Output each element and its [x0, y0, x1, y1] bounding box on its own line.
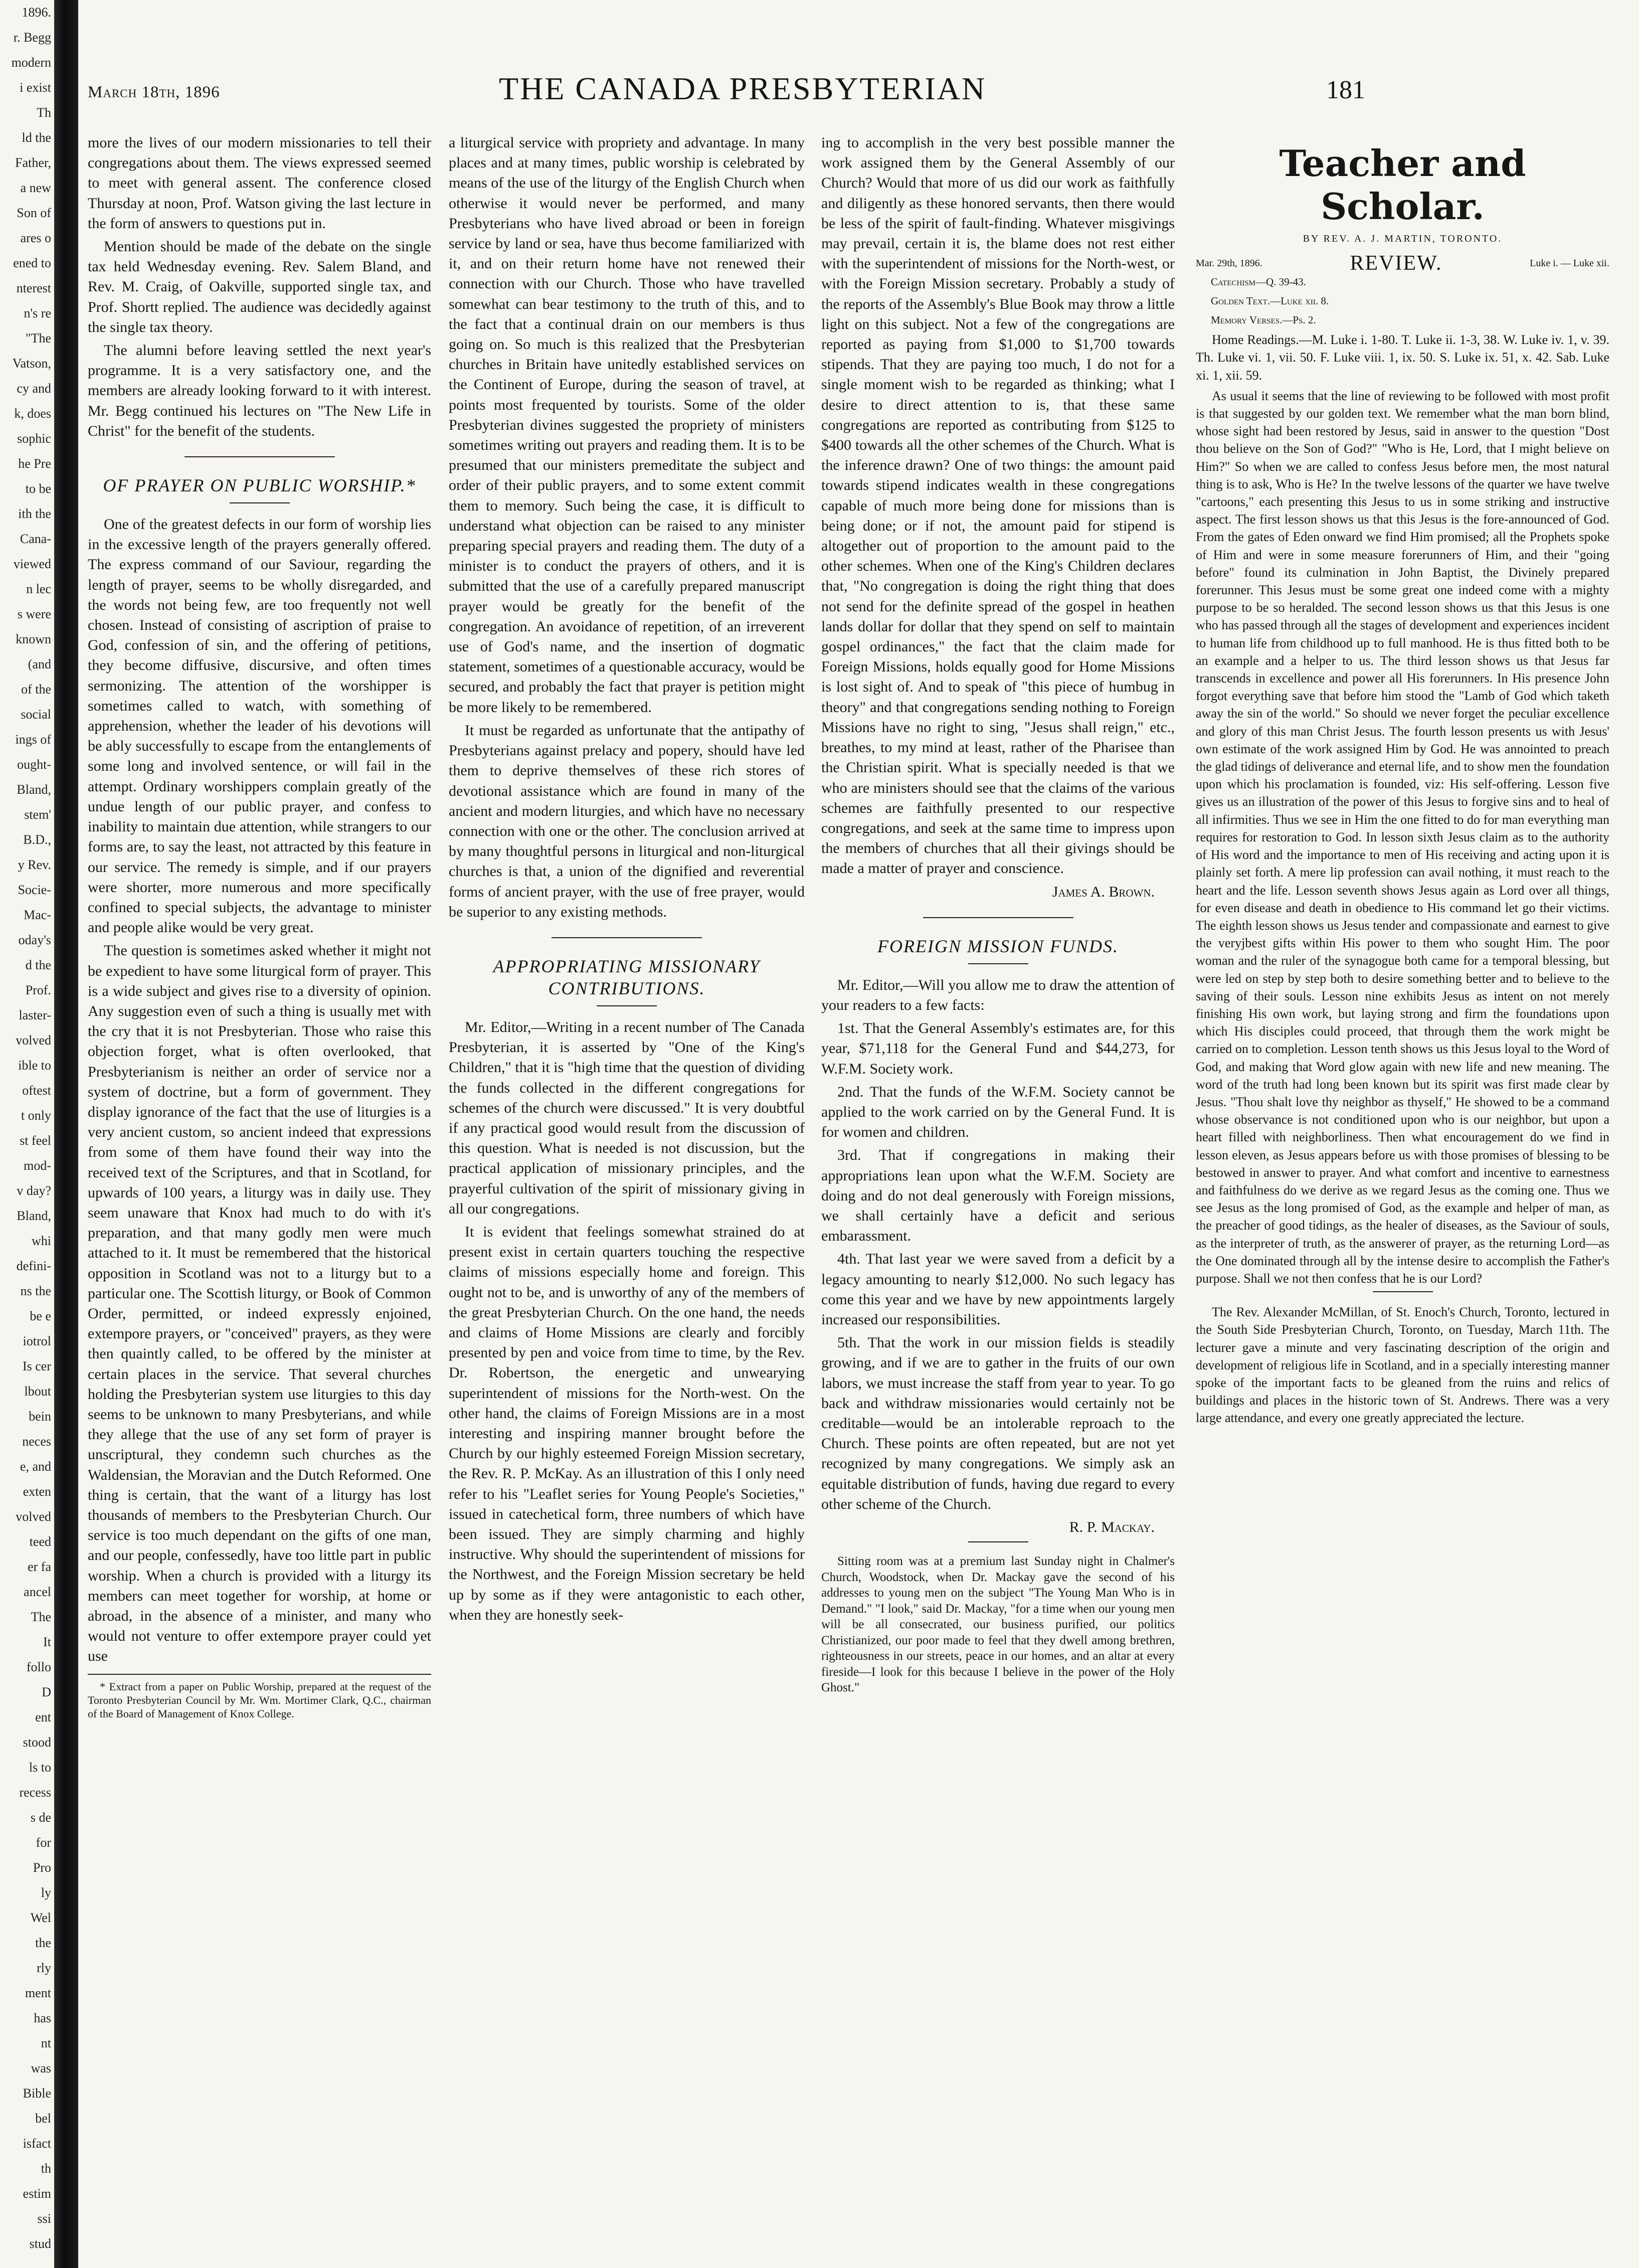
gutter-fragment: th [41, 2161, 51, 2176]
paragraph: Mr. Editor,—Writing in a recent number of The Canada Presbyterian, it is asserted by "One of the King's Children," that it is "high time that the question of dividing the funds collected in the different congregations for schemes of the church were discussed." It is very doubtful if any practical good would result from the discussion of this question. What is needed is not discussion, but the practical application of missionary principles, and the prayerful cultivation of the spirit of missionary giving in all our congregations. [449, 1018, 805, 1217]
gutter-fragment: sophic [17, 431, 51, 446]
gutter-fragment: nterest [16, 281, 51, 295]
gutter-fragment: k, does [14, 406, 51, 421]
gutter-fragment: whi [32, 1234, 51, 1248]
gutter-fragment: D [42, 1685, 51, 1699]
gutter-fragment: ith the [18, 506, 51, 521]
gutter-fragment: laster- [19, 1008, 51, 1022]
gutter-fragment: ld the [22, 130, 51, 145]
gutter-fragment: volved [16, 1033, 51, 1048]
gutter-fragment: ible to [18, 1058, 51, 1073]
gutter-fragment: neces [22, 1434, 51, 1449]
article-heading: APPROPRIATING MISSIONARY CONTRIBUTIONS. [493, 956, 761, 998]
gutter-fragment: n's re [24, 306, 51, 320]
lesson-references: Luke i. — Luke xii. [1530, 258, 1609, 269]
paragraph: Mention should be made of the debate on the single tax held Wednesday evening. Rev. Salem Bland, and Rev. M. Craig, of Oakville, supported single tax, and Prof. Shortt replied. The audience was decidedly against the single tax theory. [88, 238, 431, 335]
gutter-fragment: rly [37, 1961, 51, 1975]
gutter-fragment: a new [20, 181, 51, 195]
fact-item: 4th. That last year we were saved from a deficit by a legacy amounting to nearly $12,000. No such legacy has come this year and we have by new appointments largely increased our responsibilities. [821, 1251, 1175, 1328]
gutter-fragment: ly [41, 1885, 51, 1900]
gutter-fragment: recess [19, 1785, 51, 1800]
gutter-fragment: s were [17, 607, 51, 621]
gutter-fragment: It [43, 1635, 51, 1649]
gutter-fragment: to be [25, 481, 51, 496]
gutter-fragment: y Rev. [18, 857, 51, 872]
gutter-fragment: bein [29, 1409, 51, 1424]
gutter-fragment: viewed [13, 557, 51, 571]
paragraph: It is evident that feelings somewhat strained do at present exist in certain quarters touching the respective claims of missions especially home and foreign. This ought not to be, and is unworthy of any of the members of the great Presbyterian Church. On the one hand, the needs and claims of Home Missions are clearly and forcibly presented by pen and voice from time to time, by the Rev. Dr. Robertson, the energetic and unwearying superintendent of missions for the North-west. On the other hand, the claims of Foreign Missions are in a most interesting and inspiring manner brought before the Church by our highly esteemed Foreign Mission secretary, the Rev. R. P. McKay. As an illustration of this I only need refer to his "Leaflet series for Young People's Societies," issued in catechetical form, three numbers of which have been issued. They are simply charming and highly instructive. Why should the superintendent of missions for the Northwest, and the Foreign Mission secretary be held up by some as if they were antagonistic to each other, when they are honestly seek- [449, 1223, 805, 1623]
signature: R. P. Mackay. [1069, 1519, 1155, 1535]
paragraph: The question is sometimes asked whether it might not be expedient to have some liturgical form of prayer. This is a wide subject and gives rise to a diversity of opinion. Any suggestion even of such a thing is usually met with the cry that it is not Presbyterian. Those who raise this objection forget, what is often overlooked, that Presbyterianism is neither an order of service nor a system of doctrine, but a form of government. They display ignorance of the fact that the use of liturgies is a very ancient custom, so ancient indeed that expressions from some of them have found their way into the received text of the Scriptures, and that in Scotland, for upwards of 100 years, a liturgy was in daily use. They seem unaware that Knox had much to do with it's preparation, and that many godly men were much attached to it. It must be remembered that the historical opposition in Scotland was not to a liturgy but to a particular one. The Scottish liturgy, or Book of Common Order, permitted, or indeed expressly enjoined, extempore prayers, or "conceived" prayers, as they were then quaintly called, to be offered by the minister at certain places in the service. That several churches holding the Presbyterian system use liturgies to this day seems to be unknown to many Presbyterians, and while they allege that the use of any set form of prayer is unscriptural, they condemn such churches as the Waldensian, the Moravian and the Dutch Reformed. One thing is certain, that the want of a liturgy has lost thousands of members to the Presbyterian Church. Our service is too much dependant on the gifts of one man, and our people, confessedly, have too little part in public worship. When a church is provided with a liturgy its members can meet together for worship, at home or abroad, in the absence of a minister, and many who would not venture to offer extempore prayer could yet use [88, 942, 431, 1665]
gutter-fragment: Prof. [25, 983, 51, 997]
gutter-fragment: v day? [17, 1183, 51, 1198]
gutter-fragment: Bible [23, 2086, 51, 2101]
gutter-fragment: estim [23, 2186, 51, 2201]
gutter-fragment: social [21, 707, 51, 722]
section-divider [968, 1541, 1028, 1542]
gutter-fragment: defini- [16, 1259, 51, 1273]
paragraph: Mr. Editor,—Will you allow me to draw the attention of your readers to a few facts: [821, 976, 1175, 1013]
article-heading: OF PRAYER ON PUBLIC WORSHIP.* [103, 475, 416, 496]
gutter-fragment: Is cer [22, 1359, 51, 1373]
paragraph: As usual it seems that the line of reviewing to be followed with most profit is that suggested by our golden text. We remember what the man born blind, whose sight had been restored by Jesus, said in answer to the question "Dost thou believe on the Son of God?" "Who is He, Lord, that I might believe on Him?" So when we are called to confess Jesus before men, the most natural thing is to ask, Who is He? In the twelve lessons of the quarter we have twelve "cartoons," each presenting this Jesus to us in some striking and instructive aspect. The first lesson shows us that this Jesus is the fore-announced of God. From the gates of Eden onward we find Him promised; all the Prophets spoke of Him and were in some measure forerunners of Him, and their "going before" found its culmination in John Baptist, the Divinely prepared forerunner. This Jesus must be some great one indeed come with a mighty purpose to be so heralded. The second lesson shows us that this Jesus is one who has passed through all the stages of development and experiences incident to human life from childhood up to full manhood. He is thus fitted both to be an example and a helper to us. The third lesson shows us that Jesus far transcends in excellence and power all His forerunners. In His presence John forgot everything save that before him stood the "Lamb of God which taketh away the sin of the world." So should we never forget the peculiar excellence and glory of this man Christ Jesus. The fourth lesson presents us with Jesus' own estimate of the work assigned Him by God. He was annointed to preach the glad tidings of deliverance and eternal life, and to show men the foundation upon which his proclamation is founded, viz: His self-offering. Lesson five gives us an illustration of the power of this Jesus to forgive sins and to heal of all infirmities. Thus we see in Him the one fitted to do for man everything man requires for restoration to God. In lesson sixth Jesus claim as to the authority of His word and the importance to men of His receiving and acting upon it is plainly set forth. A mere lip profession can avail nothing, it must reach to the heart and the life. Lesson seventh shows Jesus again as Lord over all things, for even disease and death in obedience to His command let go their victims. The eighth lesson shows us Jesus tender and compassionate and earnest to give the veryjbest gifts within His power to them who sought Him. The poor woman and the ruler of the synagogue both came for a temporal blessing, but were led on step by step both to desire something better and to believe to the saving of their souls. Lesson nine exhibits Jesus as intent on not merely finishing His own work, but laying strong and firm the foundations upon which His disciples could proceed, that through them the work might be carried on to completion. Lesson tenth shows us this Jesus loyal to the Word of God, and making that Word glow again with new life and new meaning. The word of the truth had long been known but its spirit was first made clear by Jesus. "Thou shalt love thy neighbor as thyself," He showed to be a command whose observance is not conditioned upon who is our neighbor, but upon a heart filled with neighborliness. Then what encouragement do we find in lesson eleven, as Jesus appears before us with those promises of blessing to be bestowed in answer to prayer. And what comfort and incentive to earnestness and faithfulness do we derive as we regard Jesus as the coming one. Thus we see Jesus as the long promised of God, as the example and helper of man, as the preacher of good tidings, as the healer of diseases, as the Saviour of souls, as the interpreter of truth, as the answerer of prayer, as the returning Lord—as the One dominated through all by the intense desire to accomplish the Father's purpose. Shall we not then confess that he is our Lord? [1196, 388, 1609, 1286]
page-header [88, 65, 1612, 120]
section-divider [1373, 1291, 1433, 1292]
gutter-fragment: was [31, 2061, 51, 2075]
gutter-fragment: ns the [20, 1284, 51, 1298]
gutter-fragment: known [16, 632, 51, 646]
gutter-fragment: has [34, 2011, 51, 2025]
gutter-fragment: r. Begg [13, 30, 51, 45]
gutter-fragment: ares o [20, 231, 51, 245]
gutter-fragment: stood [23, 1735, 51, 1750]
gutter-fragment: "The [25, 331, 51, 345]
gutter-fragment: stud [29, 2236, 51, 2251]
gutter-fragment: Bland, [17, 782, 51, 797]
gutter-fragment: of the [21, 682, 51, 696]
gutter-fragment: B.D., [23, 832, 51, 847]
gutter-fragment: nt [41, 2036, 51, 2050]
gutter-fragment: the [35, 1936, 51, 1950]
gutter-fragment: er fa [28, 1559, 51, 1574]
column-3 [821, 133, 1175, 2229]
heading-rule [597, 1005, 657, 1006]
gutter-fragments [0, 0, 54, 2268]
gutter-fragment: iotrol [23, 1334, 51, 1348]
gutter-fragment: ssi [37, 2211, 51, 2226]
gutter-fragment: Mac- [24, 908, 51, 922]
gutter-fragment: e, and [20, 1459, 51, 1474]
footnote: * Extract from a paper on Public Worship, prepared at the request of the Toronto Presbyterian Council by Mr. Wm. Mortimer Clark, Q.C., chairman of the Board of Management of Knox College. [88, 1674, 431, 1720]
fact-item: 5th. That the work in our mission fields is steadily growing, and if we are to gather in the fruits of our own labors, we must increase the staff from year to year. To go back and withdraw missionaries would certainly not be creditable—would be an intolerable reproach to the Church. These points are often repeated, but are not yet recognized by many congregations. We simply ask an equitable distribution of funds, having due regard to every other scheme of the Church. [821, 1334, 1175, 1512]
gutter-fragment: ings of [15, 732, 51, 747]
gutter-fragment: be e [30, 1309, 51, 1323]
column-2 [449, 133, 805, 2229]
gutter-fragment: exten [23, 1484, 51, 1499]
gutter-fragment: 1896. [22, 5, 51, 20]
gutter-fragment: s de [30, 1810, 51, 1825]
gutter-fragment: follo [26, 1660, 51, 1674]
signature: James A. Brown. [1052, 883, 1155, 900]
header-date: March 18th, 1896 [88, 83, 220, 101]
gutter-fragment: oftest [22, 1083, 51, 1098]
catechism: Catechism—Q. 39-43. [1211, 276, 1306, 288]
paragraph: The alumni before leaving settled the next year's programme. It is a very satisfactory one, and the members are already looking forward to it with interest. Mr. Begg continued his lectures on "The New Life in Christ" for the benefit of the students. [88, 342, 431, 439]
gutter-fragment: cy and [17, 381, 51, 396]
heading-rule [968, 963, 1028, 964]
fact-item: 2nd. That the funds of the W.F.M. Society cannot be applied to the work carried on by the General Fund. It is for women and children. [821, 1083, 1175, 1141]
section-divider [923, 917, 1073, 918]
paragraph: a liturgical service with propriety and advantage. In many places and at many times, public worship is celebrated by means of the use of the liturgy of the English Church when otherwise it would never be performed, and many Presbyterians who have lived abroad or been in foreign service by land or sea, have thus become familiarized with it, and on their return home have not renewed their connection with our Church. Those who have travelled somewhat can bear testimony to the truth of this, and to the fact that a continual drain on our members is thus going on. So much is this realized that the Presbyterian churches in Britain have unitedly established services on the Continent of Europe, during the season of travel, at points most frequented by tourists. Some of the older Presbyterian divines suggested the propriety of ministers sometimes writing out prayers and reading them. It is to be presumed that our ministers premeditate the subject and order of their public prayers, and to some extent commit them to memory. Such being the case, it is difficult to understand what objection can be raised to any minister preparing special prayers and reading them. The duty of a minister is to conduct the prayers of others, and it is submitted that the use of a carefully prepared manuscript prayer would be greatly for the benefit of the congregation. An avoidance of repetition, of an irreverent use of God's name, and the insertion of dogmatic statement, sometimes of a questionable accuracy, would be secured, and probably the fact that prayer is petition might be more likely to be remembered. [449, 134, 805, 716]
gutter-fragment: ancel [24, 1585, 51, 1599]
lesson-date: Mar. 29th, 1896. [1196, 258, 1262, 269]
gutter-fragment: ent [35, 1710, 51, 1724]
gutter-fragment: lbout [24, 1384, 51, 1399]
gutter-fragment: i exist [20, 80, 51, 95]
column-4 [1196, 133, 1609, 2229]
gutter-fragment: he Pre [18, 456, 51, 471]
column-1 [88, 133, 431, 2229]
gutter-fragment: volved [16, 1509, 51, 1524]
gutter-fragment: t only [21, 1108, 51, 1123]
gutter-fragment: modern [11, 55, 51, 70]
gutter-fragment: ment [25, 1986, 51, 2000]
gutter-fragment: oday's [18, 933, 51, 947]
gutter-fragment: stem' [24, 807, 51, 822]
paragraph: ing to accomplish in the very best possible manner the work assigned them by the General Assembly of our Church? Would that more of us did our work as faithfully and diligently as these honored servants, then there would be less of the spirit of fault-finding. Whatever misgivings may prevail, certain it is, the blame does not rest either with the superintendent of missions for the North-west, or with the Foreign Mission secretary. Probably a study of the reports of the Assembly's Blue Book may throw a little light on this subject. Not a few of the congregations are reported as paying from $1,000 to $1,700 towards stipends. That they are paying too much, I do not for a single moment wish to be regarded as thinking; what I desire to direct attention to is, that these same congregations are reported as contributing from $125 to $400 towards all the other schemes of the Church. What is the inference drawn? One of two things: the amount paid towards stipend indicates wealth in these congregations capable of much more being done for missions than is being done; or if not, the amount paid for stipend is altogether out of proportion to the amount paid to the other schemes. When one of the King's Children declares that, "No congregation is doing the right thing that does not send for the definite spread of the gospel in heathen lands dollar for dollar that they spend on self to maintain gospel ordinances," the fact that the claim made for Foreign Missions, holds equally good for Home Missions is lost sight of. And to speak of "this piece of humbug in theory" and that congregations sending nothing to Foreign Missions have no right to sing, "Jesus shall reign," etc., breathes, to my mind at least, rather of the Pharisee than the Christian spirit. What is specially needed is that we who are ministers should see that the claims of the various schemes are faithfully presented to our respective congregations, and seek at the same time to impress upon the members of churches that all their givings should be made a matter of prayer and conscience. [821, 134, 1175, 877]
gutter-fragment: The [31, 1610, 51, 1624]
gutter-fragment: n lec [26, 582, 51, 596]
gutter-fragment: Vatson, [12, 356, 51, 371]
gutter-fragment: Father, [15, 155, 51, 170]
paragraph: more the lives of our modern missionaries to tell their congregations about them. The views expressed seemed to meet with general assent. The conference closed Thursday at noon, Prof. Watson giving the last lecture in the form of answers to questions put in. [88, 134, 431, 232]
gutter-fragment: Socie- [18, 883, 51, 897]
gutter-fragment: ought- [17, 757, 51, 772]
gutter-fragment: teed [29, 1534, 51, 1549]
newspaper-title: THE CANADA PRESBYTERIAN [499, 71, 987, 106]
gutter-fragment: ls to [29, 1760, 51, 1775]
fact-item: 1st. That the General Assembly's estimates are, for this year, $71,118 for the General Fund and $44,273, for W.F.M. Society work. [821, 1020, 1175, 1077]
paragraph: One of the greatest defects in our form of worship lies in the excessive length of the prayers generally offered. The express command of our Saviour, regarding the length of prayer, seems to be wholly disregarded, and the words not being few, are too frequently not well chosen. Instead of consisting of ascription of praise to God, confession of sin, and the offering of petitions, they become diffusive, discursive, and often times sermonizing. The attention of the worshipper is sometimes called to watch, with something of apprehension, whether the leader of his devotions will be ably successfully to escape from the entanglements of some long and involved sentence, or will fail in the attempt. Ordinary worshippers complain greatly of the undue length of our public prayer, and confess to inability to maintain due attention, while strangers to our forms are, to say the least, not attracted by this feature in our service. The remedy is simple, and if our prayers were shorter, more numerous and more specifically confined to special subjects, the advantage to minister and people alike would be very great. [88, 516, 431, 936]
gutter-fragment: mod- [24, 1158, 51, 1173]
fact-item: 3rd. That if congregations in making their appropriations lean upon what the W.F.M. Society are doing and do not deal generously with Foreign missions, we shall certainly have a deficit and serious embarassment. [821, 1147, 1175, 1245]
page-number: 181 [1326, 76, 1365, 104]
gutter-fragment: Th [37, 105, 51, 120]
gutter-fragment: Son of [17, 206, 51, 220]
heading-rule [230, 502, 290, 503]
news-item: Sitting room was at a premium last Sunday night in Chalmer's Church, Woodstock, when Dr. Mackay gave the second of his addresses to young men on the subject "The Young Man Who is in Demand." "I look," said Dr. Mackay, "for a time when our young men will be all consecrated, our business purified, our politics Christianized, our poor made to feel that they dwell among brethren, righteousness in our streets, peace in our homes, and an altar at every fireside—I look for this because I believe in the power of the Holy Ghost." [821, 1554, 1175, 1695]
lesson-header [1196, 252, 1609, 275]
lesson-title: REVIEW. [1350, 252, 1442, 275]
golden-text: Golden Text.—Luke xii. 8. [1211, 295, 1329, 307]
page-binding-shadow [54, 0, 78, 2268]
section-title: Teacher and Scholar. [1279, 142, 1526, 228]
gutter-fragment: bel [35, 2111, 51, 2126]
gutter-fragment: for [36, 1835, 51, 1850]
gutter-fragment: d the [25, 958, 51, 972]
memory-verses: Memory Verses.—Ps. 2. [1211, 314, 1316, 326]
news-item: The Rev. Alexander McMillan, of St. Enoch's Church, Toronto, lectured in the South Side Presbyterian Church, Toronto, on Tuesday, March 11th. The lecturer gave a minute and very fascinating description of the origin and development of religious life in Scotland, and in a specially interesting manner spoke of the important facts to be gleaned from the ruins and relics of buildings and places in the historic town of St. Andrews. There was a very large attendance, and every one greatly appreciated the lecture. [1196, 1305, 1609, 1426]
gutter-fragment: (and [28, 657, 51, 671]
gutter-fragment: Cana- [20, 532, 51, 546]
gutter-fragment: st feel [20, 1133, 51, 1148]
gutter-fragment: Bland, [17, 1208, 51, 1223]
gutter-fragment: ened to [13, 256, 51, 270]
article-heading: FOREIGN MISSION FUNDS. [877, 936, 1119, 956]
paragraph: It must be regarded as unfortunate that the antipathy of Presbyterians against prelacy and popery, should have led them to deprive themselves of these rich stores of devotional assistance which are found in many of the ancient and modern liturgies, and which have no necessary connection with one or the other. The conclusion arrived at by many thoughtful persons in liturgical and non-liturgical churches is that, a union of the dignified and reverential forms of ancient prayer, with the use of free prayer, would be superior to any existing methods. [449, 722, 805, 920]
byline: BY REV. A. J. MARTIN, TORONTO. [1303, 233, 1503, 244]
gutter-fragment: Pro [33, 1860, 51, 1875]
section-divider [552, 937, 702, 938]
section-divider [185, 456, 335, 457]
gutter-fragment: Wel [30, 1910, 51, 1925]
gutter-fragment: isfact [23, 2136, 51, 2151]
home-readings: Home Readings.—M. Luke i. 1-80. T. Luke ii. 1-3, 38. W. Luke iv. 1, v. 39. Th. Luke vi. 1, vii. 50. F. Luke viii. 1, ix. 50. S. Luke ix. 51, x. 42. Sab. Luke xi. 1, xii. 59. [1196, 332, 1609, 383]
